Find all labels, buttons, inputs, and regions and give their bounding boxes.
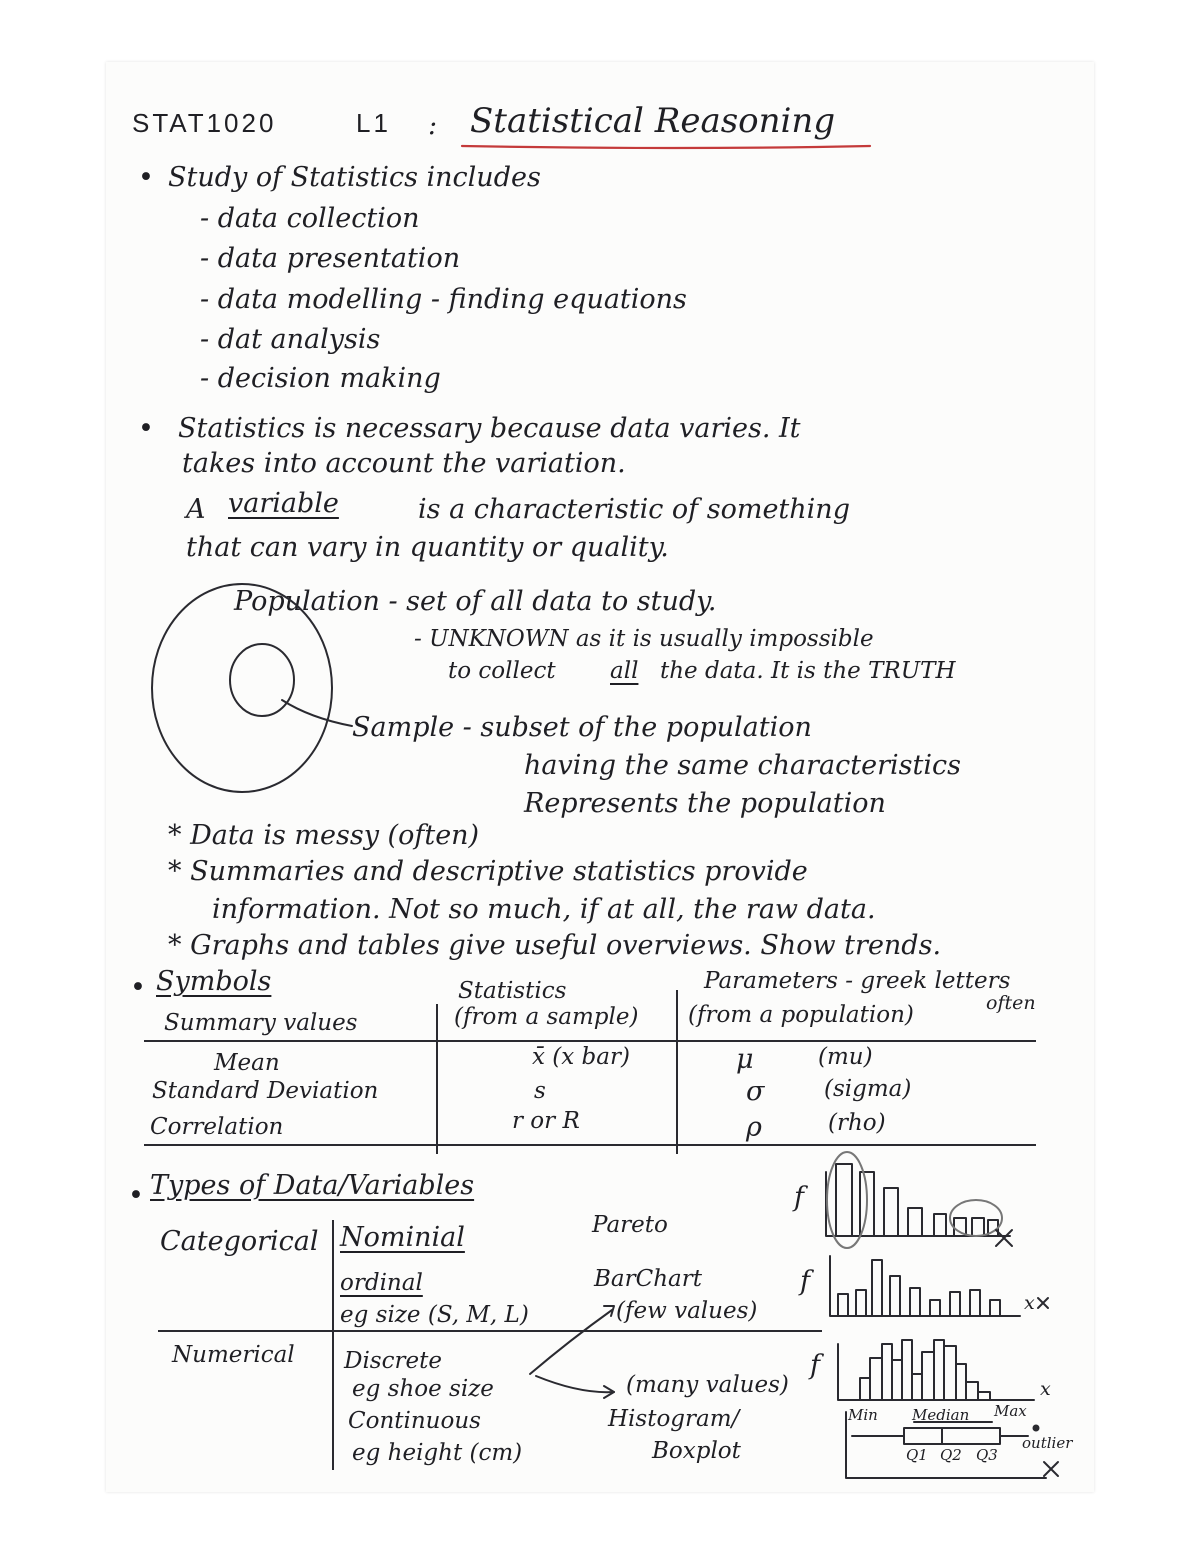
col-parameters-often: often bbox=[986, 992, 1036, 1014]
boxplot-min: Min bbox=[848, 1406, 878, 1424]
symbols-heading: Symbols bbox=[156, 966, 272, 997]
histogram-f-label: f bbox=[810, 1350, 820, 1381]
table-bottom-rule bbox=[144, 1144, 1036, 1146]
population-label: Population - set of all data to study. bbox=[234, 586, 717, 617]
row-corr-param-symbol: ρ bbox=[746, 1112, 762, 1143]
note-messy: * Data is messy (often) bbox=[168, 820, 480, 851]
ordinal-example: eg size (S, M, L) bbox=[340, 1302, 529, 1328]
sample-line3: Represents the population bbox=[524, 788, 886, 819]
numerical-label: Numerical bbox=[172, 1342, 295, 1368]
row-mean-param-symbol: μ bbox=[736, 1044, 754, 1075]
continuous-example: eg height (cm) bbox=[352, 1440, 523, 1466]
boxplot-q2: Q2 bbox=[940, 1446, 962, 1464]
sample-line2: having the same characteristics bbox=[524, 750, 961, 781]
many-values-label: (many values) bbox=[626, 1372, 789, 1398]
variable-def-line1: is a characteristic of something bbox=[418, 494, 850, 525]
col-statistics-header: Statistics bbox=[458, 978, 567, 1004]
table-col-divider-2 bbox=[676, 990, 678, 1154]
row-corr-param-name: (rho) bbox=[828, 1110, 886, 1136]
col-summary-header: Summary values bbox=[164, 1010, 358, 1036]
boxplot-max: Max bbox=[994, 1402, 1027, 1420]
list-item: - dat analysis bbox=[200, 324, 381, 355]
row-corr-stat: r or R bbox=[512, 1108, 580, 1134]
variable-prefix: A bbox=[186, 494, 206, 525]
variable-term: variable bbox=[228, 488, 339, 519]
boxplot-outlier: outlier bbox=[1022, 1434, 1073, 1452]
row-mean-stat: x̄ (x bar) bbox=[532, 1044, 630, 1070]
population-note-line2b: the data. It is the TRUTH bbox=[660, 658, 956, 684]
row-mean-name: Mean bbox=[214, 1050, 280, 1076]
types-heading: Types of Data/Variables bbox=[150, 1170, 475, 1201]
pareto-f-label: f bbox=[794, 1182, 804, 1213]
boxplot-q1: Q1 bbox=[906, 1446, 928, 1464]
boxplot-label: Boxplot bbox=[652, 1438, 741, 1464]
course-code: STAT1020 bbox=[132, 108, 277, 138]
bullet-2: • bbox=[138, 413, 154, 444]
types-divider-vertical bbox=[332, 1220, 334, 1470]
pareto-label: Pareto bbox=[592, 1212, 668, 1238]
barchart-x-label: x bbox=[1024, 1292, 1035, 1314]
row-sd-stat: s bbox=[534, 1078, 546, 1104]
row-corr-name: Correlation bbox=[150, 1114, 284, 1140]
note-graphs: * Graphs and tables give useful overviews. Show trends. bbox=[168, 930, 942, 961]
table-col-divider-1 bbox=[436, 1004, 438, 1154]
histogram-x-label: x bbox=[1040, 1378, 1051, 1400]
row-sd-param-name: (sigma) bbox=[824, 1076, 912, 1102]
col-statistics-sub: (from a sample) bbox=[454, 1004, 639, 1030]
boxplot-median: Median bbox=[912, 1406, 970, 1424]
list-item: - data presentation bbox=[200, 243, 461, 274]
note-summaries: * Summaries and descriptive statistics provide bbox=[168, 856, 808, 887]
note-summaries-cont: information. Not so much, if at all, the raw data. bbox=[212, 894, 876, 925]
few-values-label: (few values) bbox=[616, 1298, 758, 1324]
list-item: - data collection bbox=[200, 203, 420, 234]
col-parameters-sub: (from a population) bbox=[688, 1002, 914, 1028]
row-sd-name: Standard Deviation bbox=[152, 1078, 379, 1104]
variation-text-line2: takes into account the variation. bbox=[182, 448, 626, 479]
population-note-line2a: to collect bbox=[448, 658, 556, 684]
population-note-all: all bbox=[610, 658, 639, 684]
bullet-3: • bbox=[130, 972, 146, 1003]
study-heading: Study of Statistics includes bbox=[168, 162, 541, 193]
list-item: - data modelling - finding equations bbox=[200, 284, 687, 315]
categorical-label: Categorical bbox=[160, 1226, 319, 1257]
barchart-f-label: f bbox=[800, 1266, 810, 1297]
types-divider-horizontal bbox=[158, 1330, 822, 1332]
population-note-line1: - UNKNOWN as it is usually impossible bbox=[414, 626, 874, 652]
lecture-number: L1 bbox=[356, 108, 391, 138]
barchart-label: BarChart bbox=[594, 1266, 702, 1292]
title-colon: : bbox=[428, 110, 438, 141]
histogram-label: Histogram/ bbox=[608, 1406, 740, 1432]
variation-text-line1: Statistics is necessary because data varies. It bbox=[178, 413, 801, 444]
discrete-example: eg shoe size bbox=[352, 1376, 494, 1402]
col-parameters-header: Parameters - greek letters bbox=[704, 968, 1011, 994]
bullet-4: • bbox=[128, 1180, 144, 1211]
nominal-label: Nominial bbox=[340, 1222, 465, 1253]
continuous-label: Continuous bbox=[348, 1408, 481, 1434]
sample-label: Sample - subset of the population bbox=[352, 712, 812, 743]
page-title: Statistical Reasoning bbox=[470, 101, 836, 141]
variable-def-line2: that can vary in quantity or quality. bbox=[186, 532, 669, 563]
row-sd-param-symbol: σ bbox=[746, 1076, 765, 1107]
discrete-label: Discrete bbox=[344, 1348, 442, 1374]
bullet-1: • bbox=[138, 162, 154, 193]
ordinal-label: ordinal bbox=[340, 1270, 423, 1296]
boxplot-q3: Q3 bbox=[976, 1446, 998, 1464]
row-mean-param-name: (mu) bbox=[818, 1044, 873, 1070]
table-header-rule bbox=[144, 1040, 1036, 1042]
list-item: - decision making bbox=[200, 363, 441, 394]
